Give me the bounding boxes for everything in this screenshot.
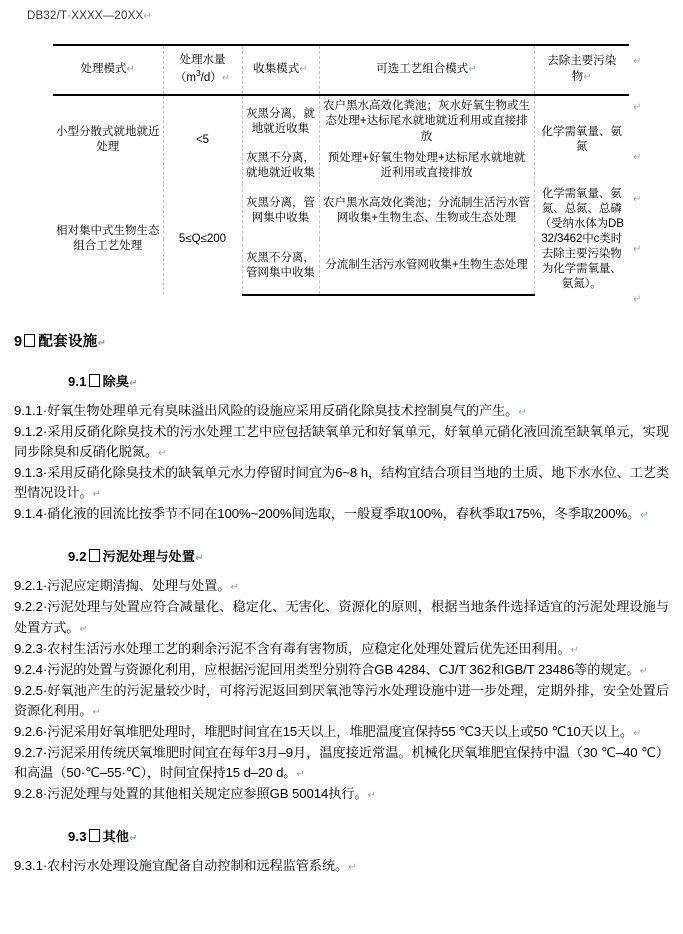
table-header-pollutant <box>534 45 629 95</box>
table-header-flow <box>163 45 242 95</box>
heading-9 <box>14 330 669 351</box>
spacer <box>14 525 669 546</box>
header-label-pollutant-line1: 去除主要污染 <box>547 55 617 68</box>
paragraph-mark: ↵ <box>348 862 357 874</box>
heading-9-3-number: 9.3 <box>68 829 87 845</box>
paragraph-mark: ↵ <box>633 152 642 163</box>
cell-collection-2a: 灰黑分离，管网集中收集 <box>242 184 319 239</box>
paragraph-mark: ↵ <box>97 338 107 349</box>
paragraph-mark: ↵ <box>126 64 135 75</box>
header-label-process: 可选工艺组合模式 <box>376 63 469 75</box>
cell-flow-1: <5 <box>163 95 242 184</box>
header-label-pollutant-line2: 物 <box>571 70 584 83</box>
missing-glyph-box <box>89 549 100 562</box>
paragraph-mark: ↵ <box>633 244 642 255</box>
header-label-flow-line1: 处理水量 <box>179 54 226 66</box>
cell-collection-2b: 灰黑不分离，管网集中收集 <box>242 239 319 295</box>
paragraph-mark: ↵ <box>633 56 642 67</box>
heading-9-title: 配套设施 <box>38 334 98 350</box>
heading-9-2-number: 9.2 <box>68 549 87 565</box>
paragraph-mark: ↵ <box>195 553 204 565</box>
paragraph-mark: ↵ <box>633 194 642 205</box>
paragraph-mark: ↵ <box>583 71 592 83</box>
header-label-collection: 收集模式 <box>253 63 300 75</box>
paragraph-mark: ↵ <box>296 768 305 780</box>
heading-9-3 <box>14 826 669 845</box>
missing-glyph-box <box>89 374 100 387</box>
header-label-mode: 处理模式 <box>80 63 127 75</box>
clause-9-2-7: 9.2.7·污泥采用传统厌氧堆肥时间宜在每年3月–9月，温度接近常温。机械化厌氧堆肥宜保持中温（30 ℃–40 ℃）和高温（50·℃–55·℃），时间宜保持15 d–20 d。↵ <box>14 744 669 780</box>
paragraph-mark: ↵ <box>143 11 152 22</box>
heading-9-3-title: 其他 <box>102 829 130 845</box>
table-header-row <box>53 45 629 95</box>
cell-collection-1a: 灰黑分离，就地就近收集 <box>242 95 319 148</box>
table-header-mode <box>53 45 163 95</box>
paragraph-mark: ↵ <box>633 727 642 739</box>
header-label-flow-line2: （m <box>174 72 196 84</box>
clause-9-2-1: 9.2.1·污泥应定期清掏、处理与处置。↵ <box>14 578 239 594</box>
clause-9-2-6: 9.2.6·污泥采用好氧堆肥处理时，堆肥时间宜在15天以上，堆肥温度宜保持55 ℃3天以上或50 ℃10天以上。↵ <box>14 723 642 739</box>
paragraph-mark: ↵ <box>92 489 101 501</box>
paragraph-mark: ↵ <box>129 833 138 845</box>
paragraph-mark: ↵ <box>129 378 138 389</box>
clause-9-1-2: 9.1.2·采用反硝化除臭技术的污水处理工艺中应包括缺氧单元和好氧单元，好氧单元硝化液回流至缺氧单元，实现同步除臭和反硝化脱氮。↵ <box>14 424 669 460</box>
paragraph-mark: ↵ <box>468 64 477 75</box>
paragraph-mark: ↵ <box>518 407 527 418</box>
table-header-collection <box>242 45 319 95</box>
cell-flow-2: 5≤Q≤200 <box>163 184 242 295</box>
cell-process-1b: 预处理+好氧生物处理+达标尾水就地就近利用或直接排放 <box>319 148 534 184</box>
document-running-header <box>27 10 152 22</box>
cell-pollutant-2: 化学需氧量、氨氮、总氮、总磷（受纳水体为DB32/3462中c类时去除主要污染物为化学需氧量、氨氮）。 <box>534 184 629 295</box>
paragraph-mark: ↵ <box>79 623 88 635</box>
paragraph-mark: ↵ <box>92 706 101 718</box>
document-body <box>14 330 669 877</box>
paragraph-mark: ↵ <box>633 102 642 113</box>
missing-glyph-box <box>24 334 35 347</box>
paragraph-mark: ↵ <box>367 790 376 801</box>
header-label-flow-line3: /d） <box>200 72 222 84</box>
table-header-process <box>319 45 534 95</box>
clause-9-2-4: 9.2.4·污泥的处置与资源化利用，应根据污泥回用类型分别符合GB 4284、CJ/T 362和GB/T 23486等的规定。↵ <box>14 661 648 677</box>
cell-mode-2: 相对集中式生物生态组合工艺处理 <box>53 184 163 295</box>
paragraph-mark: ↵ <box>570 644 579 656</box>
paragraph-mark: ↵ <box>633 294 642 305</box>
spacer <box>14 805 669 826</box>
heading-9-number: 9 <box>14 334 23 350</box>
clause-9-1-4: 9.1.4·硝化液的回流比按季节不同在100%~200%间选取，一般夏季取100%，春秋季取175%，冬季取200%。↵ <box>14 506 649 522</box>
table-row <box>53 95 629 148</box>
paragraph-mark: ↵ <box>299 64 308 75</box>
clause-9-2-3: 9.2.3·农村生活污水处理工艺的剩余污泥不含有毒有害物质，应稳定化处理处置后优先还田利用。↵ <box>14 640 579 656</box>
treatment-mode-table-wrapper <box>53 44 629 296</box>
clause-9-2-5: 9.2.5·好氧池产生的污泥量较少时，可将污泥返回到厌氧池等污水处理设施中进一步处理，定期外排，安全处置后资源化利用。↵ <box>14 682 669 718</box>
heading-9-2 <box>14 546 669 565</box>
cell-process-2a: 农户黑水高效化粪池；分流制生活污水管网收集+生物生态、生物或生态处理 <box>319 184 534 239</box>
missing-glyph-box <box>89 829 100 842</box>
paragraph-mark: ↵ <box>157 448 167 460</box>
clause-9-1-3: 9.1.3·采用反硝化除臭技术的缺氧单元水力停留时间宜为6~8 h，结构宜结合项目当地的土质、地下水水位、工艺类型情况设计。↵ <box>14 465 669 501</box>
cell-process-2b: 分流制生活污水管网收集+生物生态处理 <box>319 239 534 295</box>
cell-collection-1b: 灰黑不分离，就地就近收集 <box>242 148 319 184</box>
heading-9-2-title: 污泥处理与处置 <box>102 549 196 565</box>
treatment-mode-table <box>53 44 629 296</box>
clause-9-2-8: 9.2.8·污泥处理与处置的其他相关规定应参照GB 50014执行。↵ <box>14 786 376 801</box>
paragraph-mark: ↵ <box>230 582 239 594</box>
standard-code-text: DB32/T·XXXX—20XX <box>27 10 144 22</box>
clause-9-2-2: 9.2.2·污泥处理与处置应符合减量化、稳定化、无害化、资源化的原则，根据当地条件选择适宜的污泥处理设施与处置方式。↵ <box>14 599 669 635</box>
cell-pollutant-1: 化学需氧量、氨氮 <box>534 95 629 184</box>
table-row <box>53 184 629 239</box>
clause-9-1-1: 9.1.1·好氧生物处理单元有臭味溢出风险的设施应采用反硝化除臭技术控制臭气的产生。↵ <box>14 403 527 418</box>
heading-9-1-title: 除臭 <box>102 374 130 389</box>
paragraph-mark: ↵ <box>640 510 649 522</box>
paragraph-mark: ↵ <box>639 665 648 677</box>
cell-process-1a: 农户黑水高效化粪池；灰水好氧生物或生态处理+达标尾水就地就近利用或直接排放 <box>319 95 534 148</box>
paragraph-mark: ↵ <box>221 73 231 84</box>
clause-9-3-1: 9.3.1·农村污水处理设施宜配备自动控制和远程监管系统。↵ <box>14 858 357 874</box>
header-label-flow-superscript: 3 <box>195 68 201 79</box>
heading-9-1 <box>14 371 669 390</box>
heading-9-1-number: 9.1 <box>68 374 87 389</box>
cell-mode-1: 小型分散式就地就近处理 <box>53 95 163 184</box>
